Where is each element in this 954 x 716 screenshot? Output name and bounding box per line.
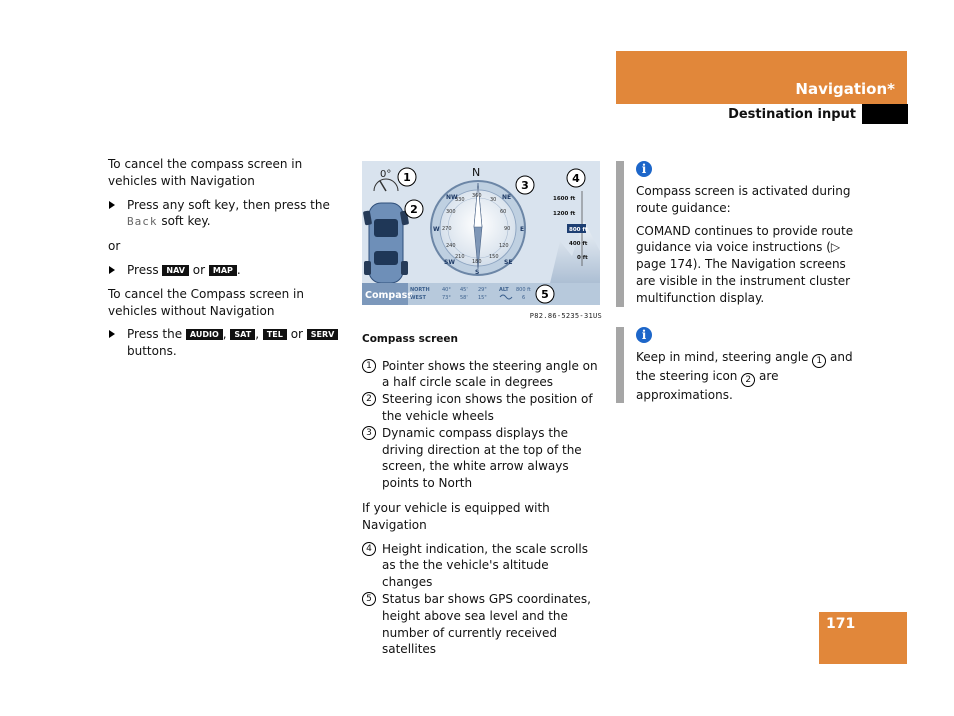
section-tab: [616, 51, 907, 104]
status-cell: 73°: [442, 295, 451, 301]
compass-degree: 120: [499, 243, 509, 249]
compass-screen-figure: [362, 161, 600, 305]
compass-degree: 60: [500, 209, 507, 215]
map-key: MAP: [209, 265, 237, 276]
callout-1: [398, 168, 416, 186]
figure-code: P82.86-5235-31US: [529, 312, 602, 320]
info-note-2: [616, 327, 856, 404]
status-bar: [362, 283, 600, 305]
legend-item-4: 4 Height indication, the scale scrolls as the the vehicle's altitude changes: [362, 541, 602, 591]
altitude-tick: 1600 ft: [553, 196, 576, 202]
svg-text:3: 3: [521, 179, 529, 192]
step-soft-key: Press any soft key, then press the Back soft key.: [108, 197, 348, 232]
status-cell: ALT: [499, 287, 509, 293]
compass-letter: W: [433, 226, 440, 233]
svg-text:4: 4: [572, 172, 580, 185]
page-number: 171: [826, 616, 856, 632]
step-buttons: Press the AUDIO , SAT , TEL or SERV buttons.: [108, 326, 348, 360]
intro-with-nav: To cancel the compass screen in vehicles with Navigation: [108, 157, 303, 188]
status-cell: 29": [478, 287, 487, 293]
back-softkey-label: Back: [127, 215, 158, 229]
status-cell: 6: [522, 295, 526, 301]
compass-screen-illustration: [362, 161, 600, 305]
subsection-marker: [862, 104, 908, 124]
legend-item-3: 3 Dynamic compass displays the driving direction at the top of the screen, the white arrow always points to North: [362, 425, 602, 492]
svg-text:5: 5: [541, 288, 549, 301]
callout-4: [567, 169, 585, 187]
status-cell: 45': [460, 287, 468, 293]
legend-item-5: 5 Status bar shows GPS coordinates, height above sea level and the number of currently received satellites: [362, 591, 602, 658]
note1-para2: COMAND continues to provide route guidance via voice instructions (▷ page 174). The Navigation screens are visible in the instrument cluster multifunction display.: [636, 223, 854, 305]
nav-intro: If your vehicle is equipped with Navigation: [362, 500, 550, 532]
serv-key: SERV: [307, 329, 339, 340]
callout-3: [516, 176, 534, 194]
compass-degree: 300: [446, 209, 456, 215]
note1-para1: Compass screen is activated during route guidance:: [636, 184, 851, 215]
info-icon: i: [636, 327, 652, 343]
status-cell: NORTH: [410, 287, 430, 293]
compass-degree: 270: [442, 226, 452, 232]
status-cell: 40°: [442, 287, 451, 293]
legend-item-1: 1 Pointer shows the steering angle on a half circle scale in degrees: [362, 358, 602, 392]
bullet-arrow-icon: [109, 266, 115, 274]
figure-caption: Compass screen: [362, 332, 458, 345]
vehicle-icon: [363, 203, 409, 283]
compass-degree: 180: [472, 259, 482, 265]
altitude-tick: 800 ft: [569, 227, 588, 233]
steer-angle-label: 0°: [380, 169, 392, 180]
compass-letter: NW: [446, 194, 458, 201]
note2-para: Keep in mind, steering angle 1 and the steering icon 2 are approximations.: [636, 349, 853, 402]
compass-letter: SW: [444, 259, 455, 266]
compass-north: N: [472, 166, 481, 179]
note-bar: [616, 161, 624, 307]
svg-text:2: 2: [410, 203, 418, 216]
compass-letter: S: [475, 269, 480, 276]
info-note-1: [616, 161, 856, 307]
status-cell: WEST: [410, 295, 426, 301]
callout-5: [536, 285, 554, 303]
status-cell: 58': [460, 295, 468, 301]
tel-key: TEL: [263, 329, 287, 340]
compass-degree: 330: [455, 197, 465, 203]
svg-text:1: 1: [403, 171, 411, 184]
compass-letter: NE: [502, 194, 512, 201]
compass-letter: SE: [504, 259, 513, 266]
page-number-tab: [819, 612, 907, 664]
or-text: or: [108, 239, 121, 254]
bullet-arrow-icon: [109, 330, 115, 338]
status-cell: 800 ft: [516, 287, 531, 293]
status-label: Compass: [365, 290, 413, 301]
step-nav-map: Press NAV or MAP .: [108, 262, 348, 279]
instructions-column: [108, 156, 348, 367]
compass-degree: 360: [472, 193, 482, 199]
section-title: Navigation*: [795, 80, 895, 98]
compass-degree: 240: [446, 243, 456, 249]
note-bar: [616, 327, 624, 404]
compass-degree: 150: [489, 254, 499, 260]
compass-degree: 210: [455, 254, 465, 260]
altitude-tick: 1200 ft: [553, 211, 576, 217]
compass-letter: E: [520, 226, 525, 233]
compass-degree: 90: [504, 226, 511, 232]
notes-column: [616, 161, 856, 409]
subsection-title: Destination input: [728, 107, 856, 122]
nav-key: NAV: [162, 265, 189, 276]
altitude-tick: 0 ft: [577, 255, 588, 261]
legend-item-2: 2 Steering icon shows the position of the vehicle wheels: [362, 391, 602, 425]
info-icon: i: [636, 161, 652, 177]
callout-2: [405, 200, 423, 218]
figure-column: [362, 161, 602, 658]
compass-degree: 30: [490, 197, 497, 203]
status-cell: 15": [478, 295, 487, 301]
audio-key: AUDIO: [186, 329, 223, 340]
sat-key: SAT: [230, 329, 255, 340]
intro-without-nav: To cancel the Compass screen in vehicles without Navigation: [108, 286, 304, 318]
altitude-tick: 400 ft: [569, 241, 588, 247]
bullet-arrow-icon: [109, 201, 115, 209]
